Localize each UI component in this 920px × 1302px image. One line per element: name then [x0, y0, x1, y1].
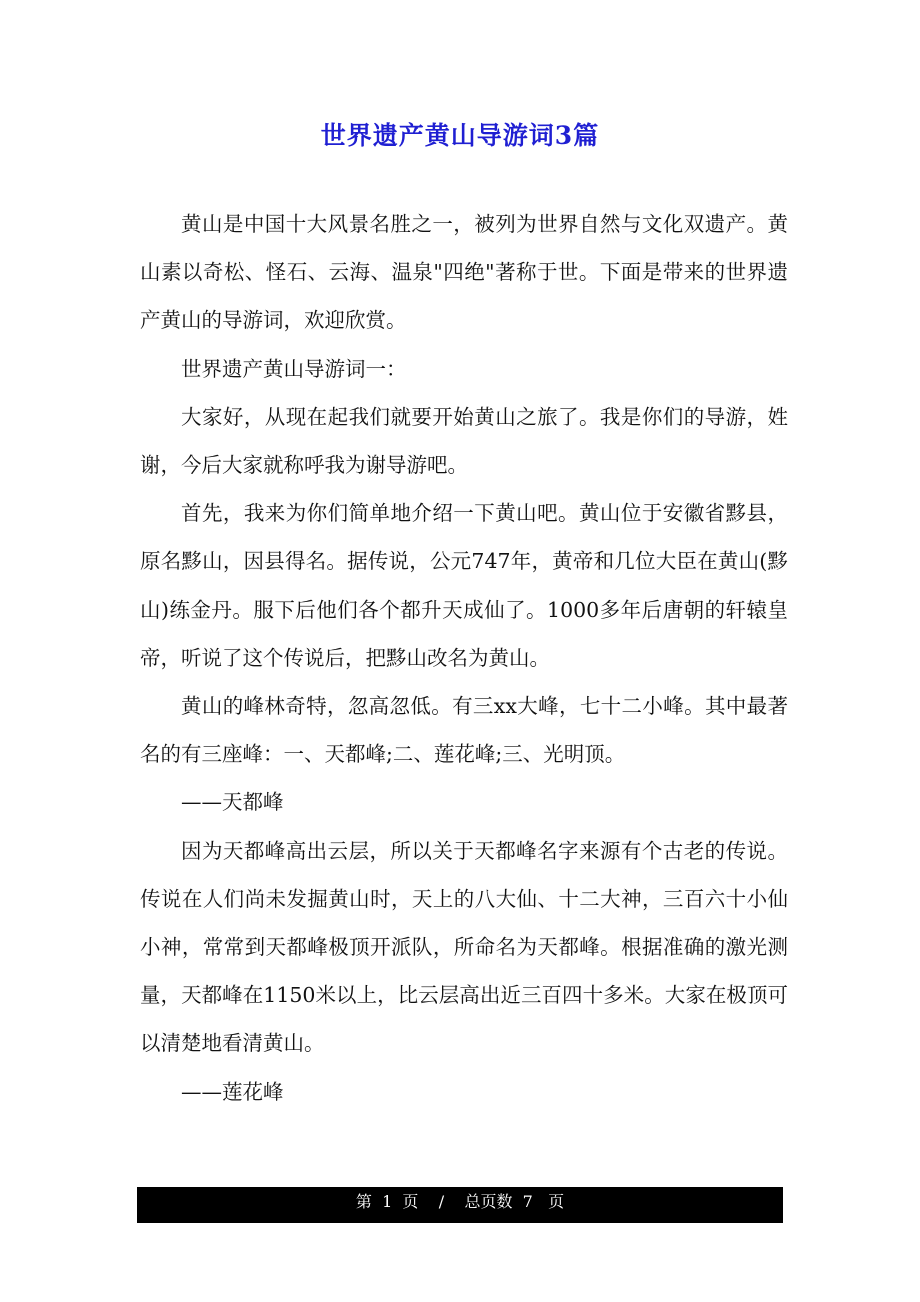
page-footer: 第 1 页 / 总页数 7 页	[137, 1187, 783, 1223]
document-title: 世界遗产黄山导游词3篇	[320, 121, 600, 150]
paragraph: 黄山的峰林奇特，忽高忽低。有三xx大峰，七十二小峰。其中最著名的有三座峰：一、天都峰;二、莲花峰;三、光明顶。	[140, 694, 788, 767]
paragraph: 因为天都峰高出云层，所以关于天都峰名字来源有个古老的传说。传说在人们尚未发掘黄山时，天上的八大仙、十二大神，三百六十小仙小神，常常到天都峰极顶开派队，所命名为天都峰。根据准确的激光测量，天都峰在1150米以上，比云层高出近三百四十多米。大家在极顶可以清楚地看清黄山。	[140, 838, 788, 1056]
document-body	[140, 200, 788, 1116]
paragraph: 黄山是中国十大风景名胜之一，被列为世界自然与文化双遗产。黄山素以奇松、怪石、云海、温泉"四绝"著称于世。下面是带来的世界遗产黄山的导游词，欢迎欣赏。	[140, 212, 788, 333]
paragraph: 大家好，从现在起我们就要开始黄山之旅了。我是你们的导游，姓谢，今后大家就称呼我为谢导游吧。	[140, 404, 788, 478]
paragraph: 世界遗产黄山导游词一：	[181, 356, 407, 381]
section-heading: ——天都峰	[181, 790, 284, 815]
section-heading: ——莲花峰	[181, 1079, 284, 1104]
paragraph: 首先，我来为你们简单地介绍一下黄山吧。黄山位于安徽省黟县，原名黟山，因县得名。据传说，公元747年，黄帝和几位大臣在黄山(黟山)练金丹。服下后他们各个都升天成仙了。1000多年后唐朝的轩辕皇帝，听说了这个传说后，把黟山改名为黄山。	[140, 501, 788, 670]
